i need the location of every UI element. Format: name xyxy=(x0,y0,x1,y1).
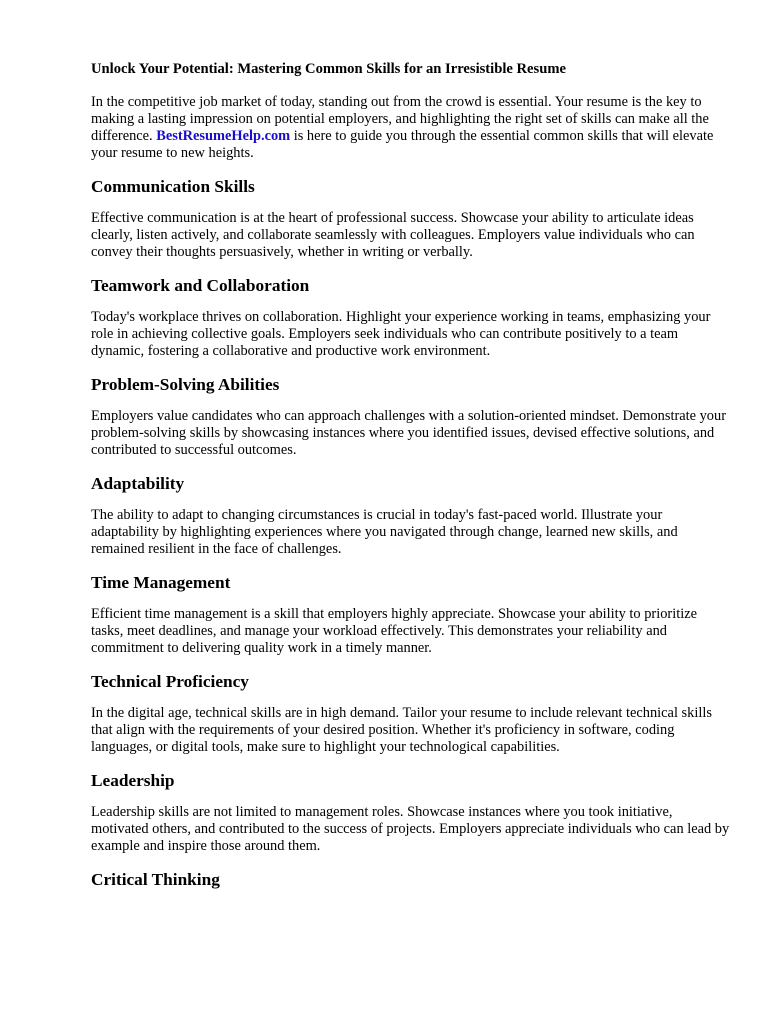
section-time-management xyxy=(91,573,731,657)
section-body: Efficient time management is a skill that employers highly appreciate. Showcase your ability to prioritize tasks, meet deadlines, and manage your workload effectively. This demonstrates your reliability and commitment to delivering quality work in a timely manner. xyxy=(91,606,697,656)
section-problem-solving-abilities xyxy=(91,375,731,459)
document-title: Unlock Your Potential: Mastering Common Skills for an Irresistible Resume xyxy=(91,61,566,77)
section-critical-thinking xyxy=(91,870,731,890)
section-body: In the digital age, technical skills are in high demand. Tailor your resume to include relevant technical skills that align with the requirements of your desired position. Whether it's proficiency in software, coding languages, or digital tools, make sure to highlight your technological capabilities. xyxy=(91,705,712,755)
section-heading: Communication Skills xyxy=(91,177,255,196)
section-adaptability xyxy=(91,474,731,558)
section-heading: Teamwork and Collaboration xyxy=(91,276,310,295)
section-body: Leadership skills are not limited to management roles. Showcase instances where you took initiative, motivated others, and contributed to the success of projects. Employers appreciate individuals who can lead by example and inspire those around them. xyxy=(91,804,730,854)
best-resume-help-link[interactable]: BestResumeHelp.com xyxy=(156,128,291,144)
section-heading: Leadership xyxy=(91,771,175,790)
section-communication-skills xyxy=(91,177,731,261)
section-teamwork-and-collaboration xyxy=(91,276,731,360)
section-technical-proficiency xyxy=(91,672,731,756)
intro-paragraph xyxy=(91,94,731,162)
section-heading: Adaptability xyxy=(91,474,185,493)
intro-text-before-link: In the competitive job market of today, standing out from the crowd is essential. Your resume is the key to making a lasting impression on potential employers, and highlighting the right set of skills can make all the difference. xyxy=(91,94,709,144)
section-body: Today's workplace thrives on collaboration. Highlight your experience working in teams, emphasizing your role in achieving collective goals. Employers seek individuals who can contribute positively to a team dynamic, fostering a collaborative and productive work environment. xyxy=(91,309,711,359)
section-heading: Problem-Solving Abilities xyxy=(91,375,280,394)
section-body: Effective communication is at the heart of professional success. Showcase your ability to articulate ideas clearly, listen actively, and collaborate seamlessly with colleagues. Employers value individuals who can convey their thoughts persuasively, whether in writing or verbally. xyxy=(91,210,695,260)
intro-text-after-link: is here to guide you through the essential common skills that will elevate your resume to new heights. xyxy=(91,128,714,161)
section-leadership xyxy=(91,771,731,855)
section-heading: Critical Thinking xyxy=(91,870,220,889)
section-heading: Time Management xyxy=(91,573,231,592)
section-heading: Technical Proficiency xyxy=(91,672,249,691)
section-body: Employers value candidates who can approach challenges with a solution-oriented mindset. Demonstrate your problem-solving skills by showcasing instances where you identified issues, devised effective solutions, and contributed to successful outcomes. xyxy=(91,408,726,458)
document-page xyxy=(91,60,731,905)
section-body: The ability to adapt to changing circumstances is crucial in today's fast-paced world. Illustrate your adaptability by highlighting experiences where you navigated through change, learned new skills, and remained resilient in the face of challenges. xyxy=(91,507,678,557)
